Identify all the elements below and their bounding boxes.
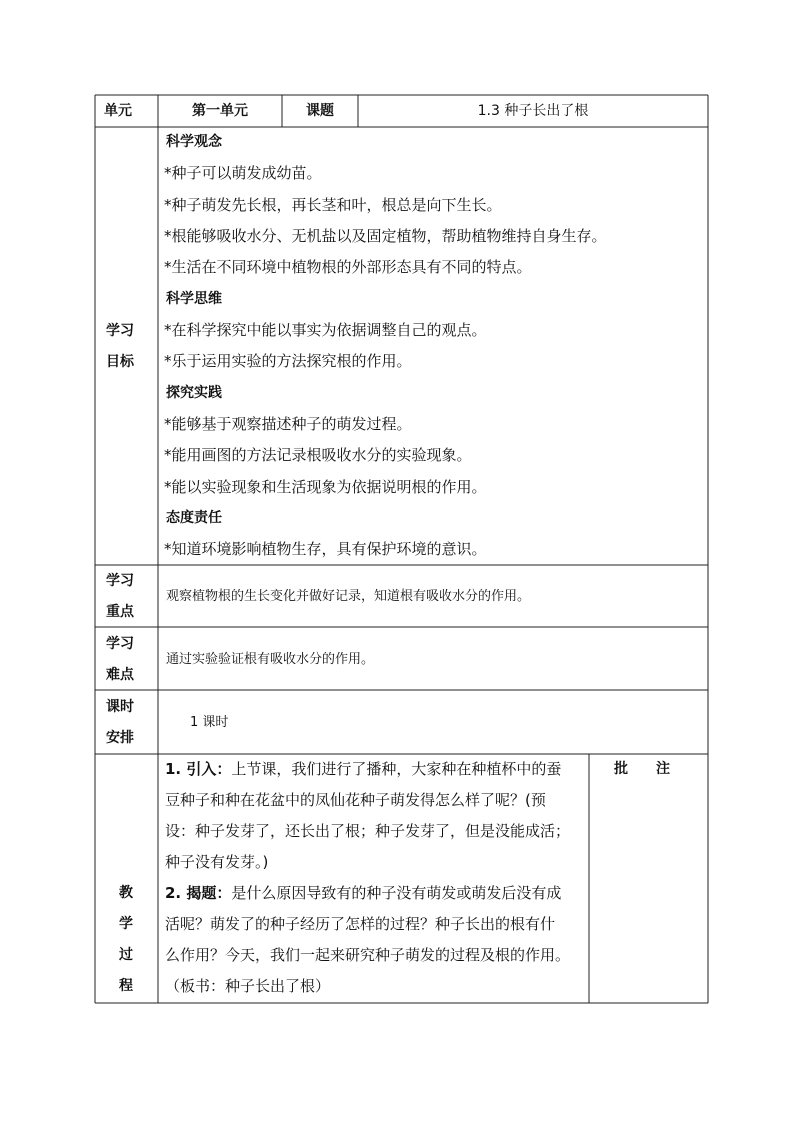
goal-item: *种子萌发先长根，再长茎和叶，根总是向下生长。: [164, 196, 502, 214]
difficulties-label-line1: 学习: [106, 636, 134, 652]
process-label-char: 程: [119, 978, 133, 994]
goal-item: *知道环境影响植物生存，具有保护环境的意识。: [164, 540, 487, 558]
schedule-label-line2: 安排: [106, 730, 134, 746]
section-title: 态度责任: [166, 510, 222, 526]
goal-item: *在科学探究中能以事实为依据调整自己的观点。: [164, 321, 487, 339]
schedule-label-line1: 课时: [106, 699, 134, 715]
process-para2-line: （板书：种子长出了根）: [165, 977, 331, 995]
unit-value: 第一单元: [192, 103, 248, 119]
section-title: 科学思维: [166, 291, 222, 307]
process-para2-line: 么作用？今天，我们一起来研究种子萌发的过程及根的作用。: [165, 946, 571, 964]
key-points-label-line2: 重点: [106, 604, 134, 620]
goals-label-line2: 目标: [106, 354, 134, 370]
process-para2-line: [165, 886, 561, 901]
section-title: 科学观念: [166, 134, 222, 150]
goal-item: *能以实验现象和生活现象为依据说明根的作用。: [164, 478, 487, 496]
process-para2-line: 活呢？萌发了的种子经历了怎样的过程？种子长出的根有什: [165, 915, 556, 933]
process-para1-line: 种子没有发芽。): [165, 853, 269, 871]
difficulties-text: 通过实验验证根有吸收水分的作用。: [166, 652, 375, 667]
goal-item: *乐于运用实验的方法探究根的作用。: [164, 352, 412, 370]
goals-label-line1: 学习: [106, 323, 134, 339]
goal-item: *根能够吸收水分、无机盐以及固定植物，帮助植物维持自身生存。: [164, 227, 607, 245]
process-label-char: 过: [119, 947, 133, 963]
goal-item: *种子可以萌发成幼苗。: [164, 164, 322, 182]
notes-label: 批 注: [614, 761, 670, 777]
goal-item: *生活在不同环境中植物根的外部形态具有不同的特点。: [164, 258, 532, 276]
topic-value: 1.3 种子长出了根: [477, 103, 589, 119]
topic-label: 课题: [306, 103, 334, 119]
process-para1-line: 豆种子和种在花盆中的凤仙花种子萌发得怎么样了呢？(预: [165, 791, 546, 809]
goal-item: *能用画图的方法记录根吸收水分的实验现象。: [164, 446, 472, 464]
difficulties-label-line2: 难点: [106, 667, 134, 683]
key-points-label-line1: 学习: [106, 573, 134, 589]
goal-item: *能够基于观察描述种子的萌发过程。: [164, 415, 412, 433]
process-para1-line: 设：种子发芽了，还长出了根；种子发芽了，但是没能成活；: [165, 822, 571, 840]
process-para2-lead: 2. 揭题：: [165, 884, 232, 902]
process-para1-lead: 1. 引入：: [165, 760, 232, 778]
section-title: 探究实践: [166, 385, 222, 401]
schedule-text: 1 课时: [190, 715, 229, 730]
process-para1-line: [165, 762, 561, 777]
process-para2-text: 是什么原因导致有的种子没有萌发或萌发后没有成: [231, 884, 562, 902]
key-points-text: 观察植物根的生长变化并做好记录，知道根有吸收水分的作用。: [166, 589, 531, 604]
process-label-char: 学: [119, 916, 133, 932]
process-para1-text: 上节课，我们进行了播种，大家种在种植杯中的蚕: [231, 760, 562, 778]
process-label-char: 教: [119, 885, 133, 901]
unit-label: 单元: [104, 103, 132, 119]
